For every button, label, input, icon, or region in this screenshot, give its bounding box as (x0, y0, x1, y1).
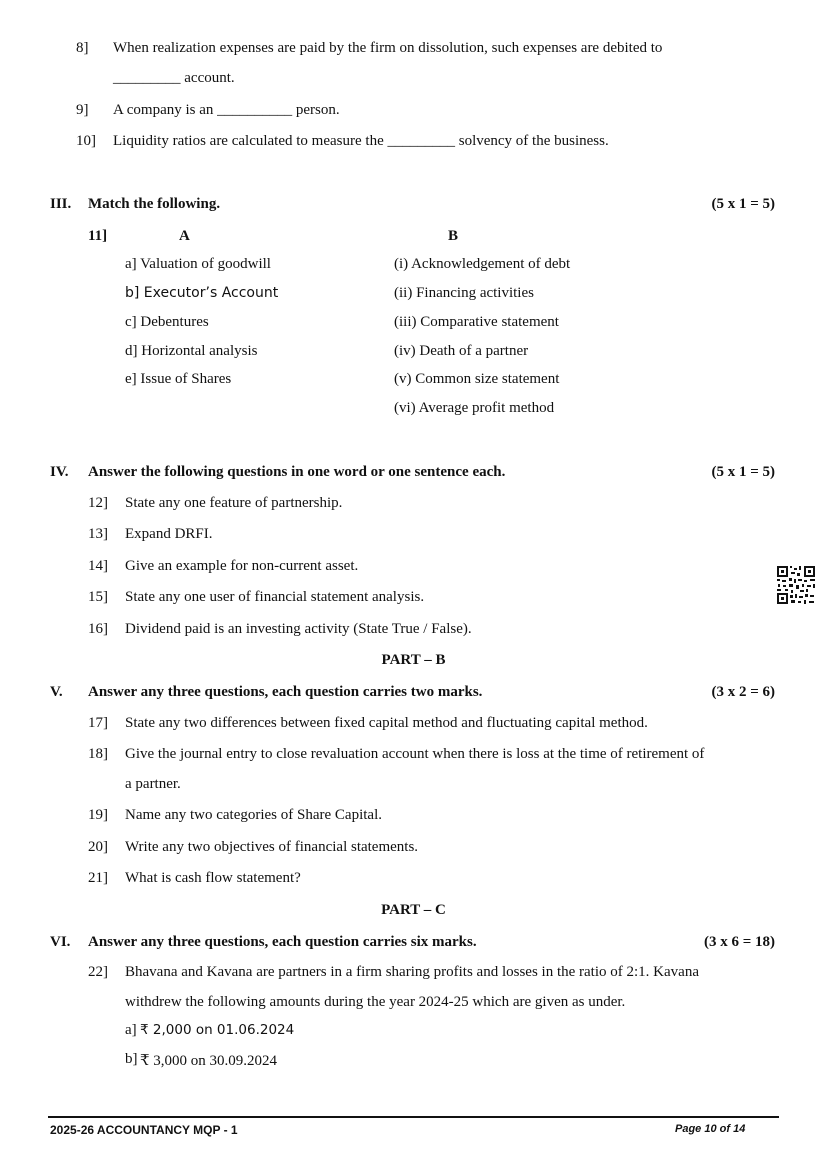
q14-text: Give an example for non-current asset. (125, 558, 359, 574)
match-a-item: c] Debentures (125, 314, 209, 330)
footer-title: 2025-26 ACCOUNTANCY MQP - 1 (50, 1123, 238, 1137)
match-a-item: e] Issue of Shares (125, 371, 232, 387)
section-v-roman: V. (50, 684, 63, 700)
match-b-item: (ii) Financing activities (394, 285, 534, 301)
q19-text: Name any two categories of Share Capital. (125, 807, 382, 823)
match-b-item: (v) Common size statement (394, 371, 560, 387)
section-iii-marks: (5 x 1 = 5) (711, 196, 775, 212)
q15-number: 15] (88, 589, 108, 605)
q8-number: 8] (76, 40, 89, 56)
match-b-item: (iv) Death of a partner (394, 343, 529, 359)
section-iv-title: Answer the following questions in one word or one sentence each. (88, 464, 506, 480)
q22-item-b: ₹ 3,000 on 30.09.2024 (140, 1053, 278, 1069)
q20-number: 20] (88, 839, 108, 855)
match-b-item: (vi) Average profit method (394, 400, 555, 416)
q22-text-line1: Bhavana and Kavana are partners in a firm sharing profits and losses in the ratio of 2:1. Kavana (125, 964, 699, 980)
q22-item-b-label: b] (125, 1051, 138, 1067)
q9-text: A company is an __________ person. (113, 102, 340, 118)
qr-code-icon (776, 565, 816, 605)
q22-number: 22] (88, 964, 108, 980)
q21-text: What is cash flow statement? (125, 870, 301, 886)
q13-number: 13] (88, 526, 108, 542)
q12-text: State any one feature of partnership. (125, 495, 343, 511)
section-iv-roman: IV. (50, 464, 69, 480)
section-vi-title: Answer any three questions, each question carries six marks. (88, 934, 477, 950)
q17-number: 17] (88, 715, 108, 731)
q12-number: 12] (88, 495, 108, 511)
q15-text: State any one user of financial statement analysis. (125, 589, 425, 605)
q11-number: 11] (88, 228, 108, 244)
page-number: Page 10 of 14 (675, 1123, 746, 1135)
q19-number: 19] (88, 807, 108, 823)
section-iii-roman: III. (50, 196, 72, 212)
q18-text-line1: Give the journal entry to close revaluation account when there is loss at the time of retirement of (125, 746, 705, 762)
q22-item-a: ₹ 2,000 on 01.06.2024 (140, 1022, 295, 1038)
q22-text-line2: withdrew the following amounts during the year 2024-25 which are given as under. (125, 994, 626, 1010)
q18-text-line2: a partner. (125, 776, 181, 792)
section-v-title: Answer any three questions, each question carries two marks. (88, 684, 483, 700)
q14-number: 14] (88, 558, 108, 574)
section-vi-marks: (3 x 6 = 18) (703, 934, 775, 950)
q22-item-a-label: a] (125, 1022, 137, 1038)
section-iv-marks: (5 x 1 = 5) (711, 464, 775, 480)
match-b-item: (i) Acknowledgement of debt (394, 256, 571, 272)
q16-number: 16] (88, 621, 108, 637)
q10-text: Liquidity ratios are calculated to measure the _________ solvency of the business. (113, 133, 609, 149)
section-iii-title: Match the following. (88, 196, 221, 212)
q21-number: 21] (88, 870, 108, 886)
q18-number: 18] (88, 746, 108, 762)
match-a-item: b] Executor’s Account (125, 285, 279, 301)
q17-text: State any two differences between fixed capital method and fluctuating capital method. (125, 715, 648, 731)
match-a-item: d] Horizontal analysis (125, 343, 258, 359)
q9-number: 9] (76, 102, 89, 118)
match-b-item: (iii) Comparative statement (394, 314, 559, 330)
q20-text: Write any two objectives of financial statements. (125, 839, 419, 855)
q16-text: Dividend paid is an investing activity (State True / False). (125, 621, 472, 637)
q8-text-line2: _________ account. (113, 70, 235, 86)
match-a-item: a] Valuation of goodwill (125, 256, 271, 272)
section-v-marks: (3 x 2 = 6) (711, 684, 775, 700)
part-c-heading: PART – C (381, 902, 446, 918)
q8-text-line1: When realization expenses are paid by the firm on dissolution, such expenses are debited to (113, 40, 663, 56)
q10-number: 10] (76, 133, 96, 149)
section-vi-roman: VI. (50, 934, 71, 950)
column-a-heading: A (179, 228, 190, 244)
footer-divider (48, 1116, 779, 1118)
q13-text: Expand DRFI. (125, 526, 213, 542)
column-b-heading: B (448, 228, 459, 244)
part-b-heading: PART – B (381, 652, 446, 668)
